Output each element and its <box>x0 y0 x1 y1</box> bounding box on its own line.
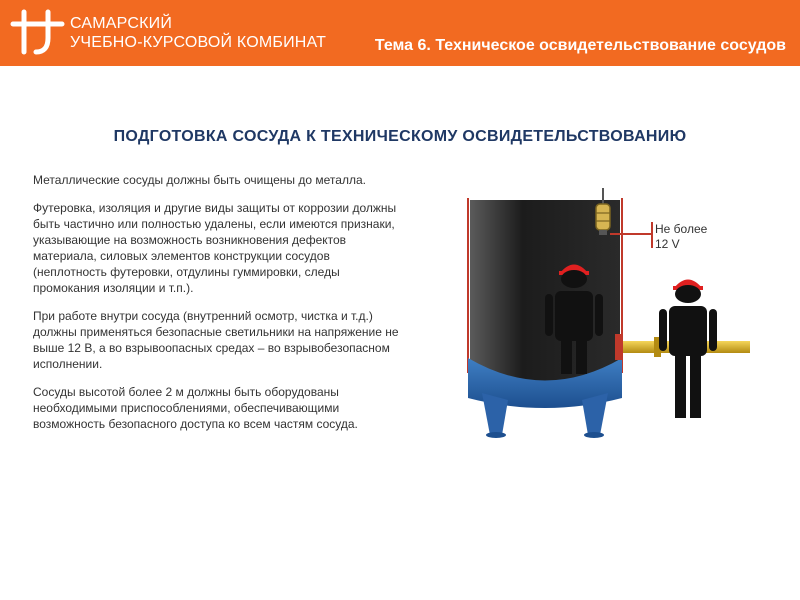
page-title: ПОДГОТОВКА СОСУДА К ТЕХНИЧЕСКОМУ ОСВИДЕТЕЛЬСТВОВАНИЮ <box>113 128 687 145</box>
topic-title: Тема 6. Техническое освидетельствование сосудов <box>374 37 786 54</box>
paragraph: Металлические сосуды должны быть очищены до металла. <box>33 173 366 187</box>
lamp-voltage-label-line2: 12 V <box>655 237 680 251</box>
paragraph: Футеровка, изоляция и другие виды защиты от коррозии должны быть частично или полностью удалены, если имеются признаки, указывающие на возможность возникновения дефектов материала, силовых элементов конструкции сосудов (неплотность футеровки, отдулины гуммировки, следы промокания изоляции и т.п.). <box>33 201 397 295</box>
body-text <box>33 172 403 444</box>
paragraph: Сосуды высотой более 2 м должны быть оборудованы необходимыми приспособлениями, обеспечивающими возможность безопасного доступа ко всем частям сосуда. <box>33 385 358 431</box>
lamp-voltage-label <box>655 222 707 252</box>
organization-name <box>70 14 326 52</box>
logo-icon <box>10 8 66 58</box>
lamp-voltage-label-line1: Не более <box>655 222 708 236</box>
organization-name-line2: УЧЕБНО-КУРСОВОЙ КОМБИНАТ <box>70 34 327 51</box>
lamp-icon <box>596 188 610 235</box>
header-bar <box>0 0 800 66</box>
organization-name-line1: САМАРСКИЙ <box>70 15 173 32</box>
paragraph: При работе внутри сосуда (внутренний осмотр, чистка и т.д.) должны применяться безопасные светильники на напряжение не выше 12 В, а во взрывоопасных средах – во взрывобезопасном исполнении. <box>33 309 399 371</box>
